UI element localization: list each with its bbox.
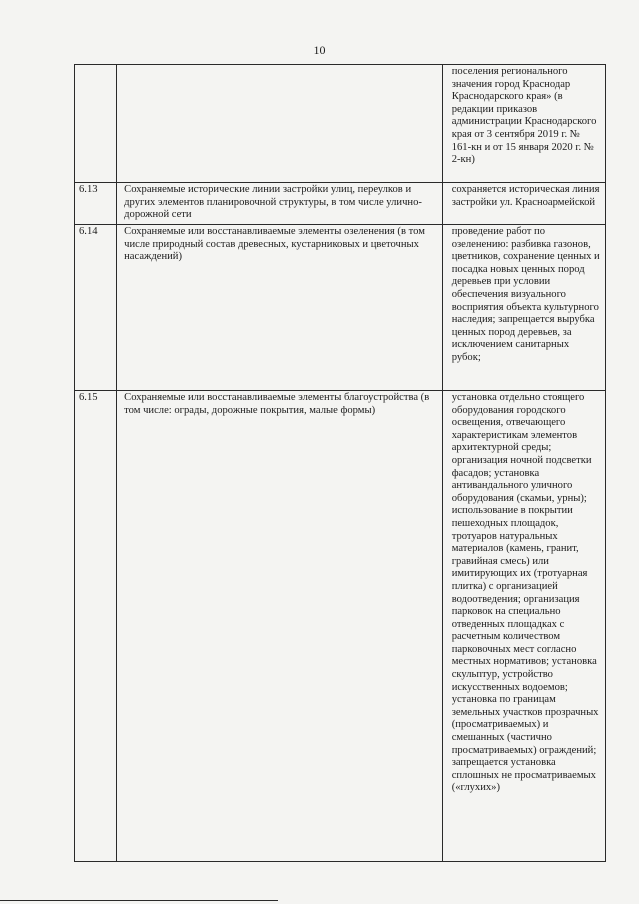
element-name: Сохраняемые или восстанавливаемые элементы озеленения (в том числе природный состав древесных, кустарниковых и цветочных насаждений) xyxy=(124,226,425,263)
element-name-cell xyxy=(117,65,443,183)
regulations-table xyxy=(74,64,606,862)
table-row xyxy=(75,183,606,225)
element-name: Сохраняемые исторические линии застройки улиц, переулков и других элементов планировочной структуры, в том числе улично-дорожной сети xyxy=(124,184,422,221)
footer-divider xyxy=(0,900,278,901)
row-number-cell xyxy=(75,225,117,391)
requirements-text: поселения регионального значения город Краснодар Краснодарского края» (в редакции приказов администрации Краснодарского края от 3 сентября 2019 г. № 161-кн и от 15 января 2020 г. № 2-кн) xyxy=(451,66,597,166)
table-row xyxy=(75,65,606,183)
element-name-cell xyxy=(117,225,443,391)
row-number-cell xyxy=(75,391,117,862)
row-number-cell xyxy=(75,65,117,183)
requirements-cell xyxy=(442,225,605,391)
requirements-text: сохраняется историческая линия застройки ул. Красноармейской xyxy=(451,184,600,208)
requirements-cell xyxy=(442,65,605,183)
element-name-cell xyxy=(117,183,443,225)
element-name: Сохраняемые или восстанавливаемые элементы благоустройства (в том числе: ограды, дорожные покрытия, малые формы) xyxy=(124,392,430,416)
row-number: 6.14 xyxy=(79,226,98,237)
element-name-cell xyxy=(117,391,443,862)
page-number: 10 xyxy=(313,43,326,57)
row-number: 6.15 xyxy=(79,392,98,403)
requirements-cell xyxy=(442,183,605,225)
requirements-cell xyxy=(442,391,605,862)
table-row xyxy=(75,225,606,391)
requirements-text: установка отдельно стоящего оборудования городского освещения, отвечающего характеристикам элементов архитектурной среды; организация ночной подсветки фасадов; установка антивандального уличного оборудования (скамьи, урны); использование в покрытии пешеходных площадок, тротуаров натуральных материалов (камень, гранит, гравийная смесь) или имитирующих их (тротуарная плитка) с организацией водоотведения; организация парковок на специально отведенных площадках с расчетным количеством парковочных мест согласно местных нормативов; установка скульптур, устройство искусственных водоемов; установка по границам земельных участков прозрачных (просматриваемых) и смешанных (частично просматриваемых) ограждений; запрещается установка сплошных не просматриваемых («глухих») xyxy=(451,392,599,794)
table-row xyxy=(75,391,606,862)
requirements-text: проведение работ по озеленению: разбивка газонов, цветников, сохранение ценных и посадка новых ценных пород деревьев при условии обеспечения визуального восприятия объекта культурного наследия; запрещается вырубка ценных пород деревьев, за исключением санитарных рубок; xyxy=(451,226,600,363)
row-number: 6.13 xyxy=(79,184,98,195)
row-number-cell xyxy=(75,183,117,225)
